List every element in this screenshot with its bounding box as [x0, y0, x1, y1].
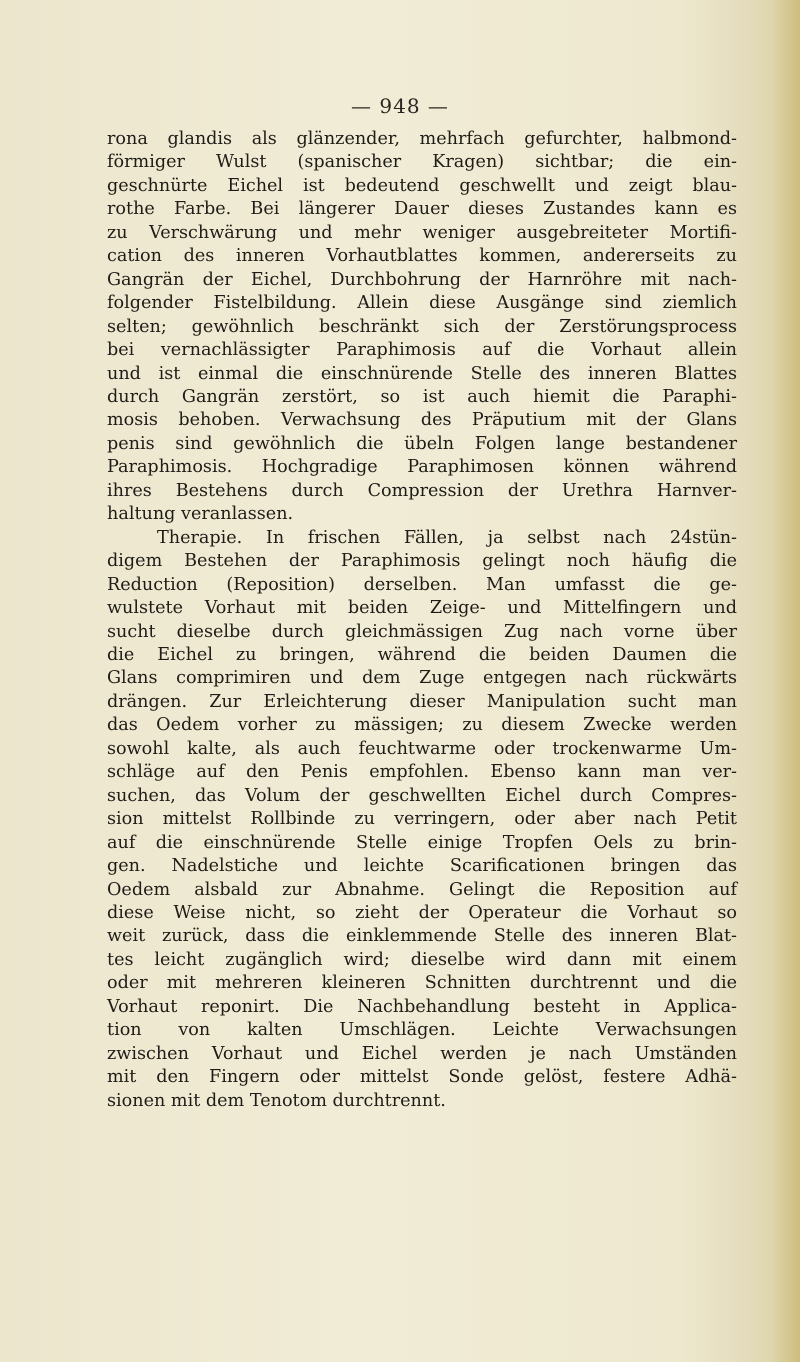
text-line: zu Verschwärung und mehr weniger ausgebreiteter Mortifi- — [107, 222, 737, 243]
text-line: penis sind gewöhnlich die übeln Folgen lange bestandener — [107, 433, 737, 454]
text-line: auf die einschnürende Stelle einige Tropfen Oels zu brin- — [107, 832, 737, 853]
page-number: — 948 — — [351, 94, 449, 118]
text-line: sion mittelst Rollbinde zu verringern, oder aber nach Petit — [107, 809, 737, 830]
text-line: Paraphimosis. Hochgradige Paraphimosen können während — [107, 457, 737, 478]
text-line: weit zurück, dass die einklemmende Stelle des inneren Blat- — [107, 926, 737, 947]
text-line: haltung veranlassen. — [107, 504, 294, 525]
text-line: wulstete Vorhaut mit beiden Zeige- und Mittelfingern und — [107, 598, 737, 619]
text-line: diese Weise nicht, so zieht der Operateur die Vorhaut so — [107, 902, 737, 923]
text-line: tion von kalten Umschlägen. Leichte Verwachsungen — [107, 1020, 737, 1041]
text-line: Therapie. In frischen Fällen, ja selbst nach 24stün- — [157, 527, 737, 548]
page-edge-shadow — [772, 0, 800, 1362]
text-line: tes leicht zugänglich wird; dieselbe wird dann mit einem — [107, 949, 737, 970]
text-line: mosis behoben. Verwachsung des Präputium mit der Glans — [107, 410, 737, 431]
text-line: Vorhaut reponirt. Die Nachbehandlung besteht in Applica- — [107, 996, 737, 1017]
text-line: selten; gewöhnlich beschränkt sich der Zerstörungsprocess — [107, 316, 737, 337]
text-line: suchen, das Volum der geschwellten Eichel durch Compres- — [107, 785, 737, 806]
text-line: rothe Farbe. Bei längerer Dauer dieses Zustandes kann es — [107, 199, 737, 220]
text-line: drängen. Zur Erleichterung dieser Manipulation sucht man — [107, 691, 737, 712]
text-line: zwischen Vorhaut und Eichel werden je nach Umständen — [107, 1043, 737, 1064]
text-line: digem Bestehen der Paraphimosis gelingt noch häufig die — [107, 551, 737, 572]
text-line: rona glandis als glänzender, mehrfach gefurchter, halbmond- — [107, 129, 737, 149]
text-line: die Eichel zu bringen, während die beiden Daumen die — [107, 644, 737, 665]
text-line: geschnürte Eichel ist bedeutend geschwellt und zeigt blau- — [107, 175, 737, 196]
text-line: cation des inneren Vorhautblattes kommen, andererseits zu — [107, 246, 737, 267]
text-line: sucht dieselbe durch gleichmässigen Zug nach vorne über — [107, 621, 737, 642]
text-line: und ist einmal die einschnürende Stelle des inneren Blattes — [107, 363, 737, 384]
text-line: schläge auf den Penis empfohlen. Ebenso kann man ver- — [107, 762, 737, 783]
text-line: Gangrän der Eichel, Durchbohrung der Harnröhre mit nach- — [107, 269, 737, 290]
text-line: durch Gangrän zerstört, so ist auch hiemit die Paraphi- — [107, 386, 737, 407]
text-line: das Oedem vorher zu mässigen; zu diesem Zwecke werden — [107, 715, 737, 736]
text-line: sowohl kalte, als auch feuchtwarme oder trockenwarme Um- — [107, 738, 737, 759]
text-line: Glans comprimiren und dem Zuge entgegen nach rückwärts — [107, 668, 737, 689]
text-line: oder mit mehreren kleineren Schnitten durchtrennt und die — [107, 973, 737, 994]
text-line: gen. Nadelstiche und leichte Scarificationen bringen das — [107, 856, 737, 877]
text-line: folgender Fistelbildung. Allein diese Ausgänge sind ziemlich — [107, 293, 737, 314]
text-line: sionen mit dem Tenotom durchtrennt. — [107, 1090, 446, 1111]
text-line: Reduction (Reposition) derselben. Man umfasst die ge- — [107, 574, 737, 595]
body-text — [107, 128, 737, 1113]
text-line: mit den Fingern oder mittelst Sonde gelöst, festere Adhä- — [107, 1067, 737, 1088]
text-line: ihres Bestehens durch Compression der Urethra Harnver- — [107, 480, 737, 501]
text-line: Oedem alsbald zur Abnahme. Gelingt die Reposition auf — [107, 879, 737, 900]
text-line: förmiger Wulst (spanischer Kragen) sichtbar; die ein- — [107, 152, 737, 173]
text-line: bei vernachlässigter Paraphimosis auf die Vorhaut allein — [107, 340, 737, 361]
